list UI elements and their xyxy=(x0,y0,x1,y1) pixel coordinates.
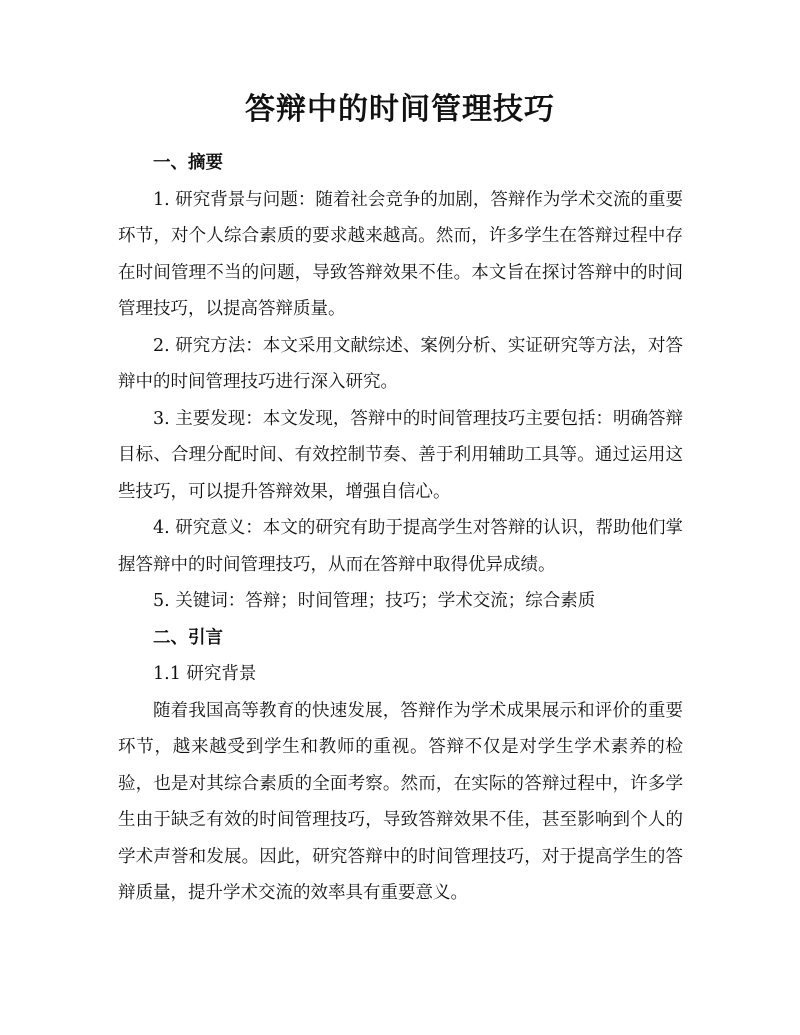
section-heading-abstract: 一、摘要 xyxy=(153,153,223,173)
subsection-heading-background: 1.1 研究背景 xyxy=(153,664,257,684)
abstract-item-significance: 4. 研究意义：本文的研究有助于提高学生对答辩的认识，帮助他们掌握答辩中的时间管理技巧，从而在答辩中取得优异成绩。 xyxy=(118,518,683,575)
introduction-paragraph: 随着我国高等教育的快速发展，答辩作为学术成果展示和评价的重要环节，越来越受到学生和教师的重视。答辩不仅是对学生学术素养的检验，也是对其综合素质的全面考察。然而，在实际的答辩过程中，许多学生由于缺乏有效的时间管理技巧，导致答辩效果不佳，甚至影响到个人的学术声誉和发展。因此，研究答辩中的时间管理技巧，对于提高学生的答辩质量，提升学术交流的效率具有重要意义。 xyxy=(118,700,683,903)
abstract-item-keywords: 5. 关键词：答辩；时间管理；技巧；学术交流；综合素质 xyxy=(153,591,596,611)
section-heading-introduction: 二、引言 xyxy=(153,627,223,648)
document-title: 答辩中的时间管理技巧 xyxy=(245,92,555,127)
abstract-item-findings: 3. 主要发现：本文发现，答辩中的时间管理技巧主要包括：明确答辩目标、合理分配时间、有效控制节奏、善于利用辅助工具等。通过运用这些技巧，可以提升答辩效果，增强自信心。 xyxy=(118,408,683,502)
abstract-item-methods: 2. 研究方法：本文采用文献综述、案例分析、实证研究等方法，对答辩中的时间管理技巧进行深入研究。 xyxy=(118,335,683,392)
abstract-item-background: 1. 研究背景与问题：随着社会竞争的加剧，答辩作为学术交流的重要环节，对个人综合素质的要求越来越高。然而，许多学生在答辩过程中存在时间管理不当的问题，导致答辩效果不佳。本文旨在探讨答辩中的时间管理技巧，以提高答辩质量。 xyxy=(118,189,683,319)
document-body xyxy=(118,145,683,912)
